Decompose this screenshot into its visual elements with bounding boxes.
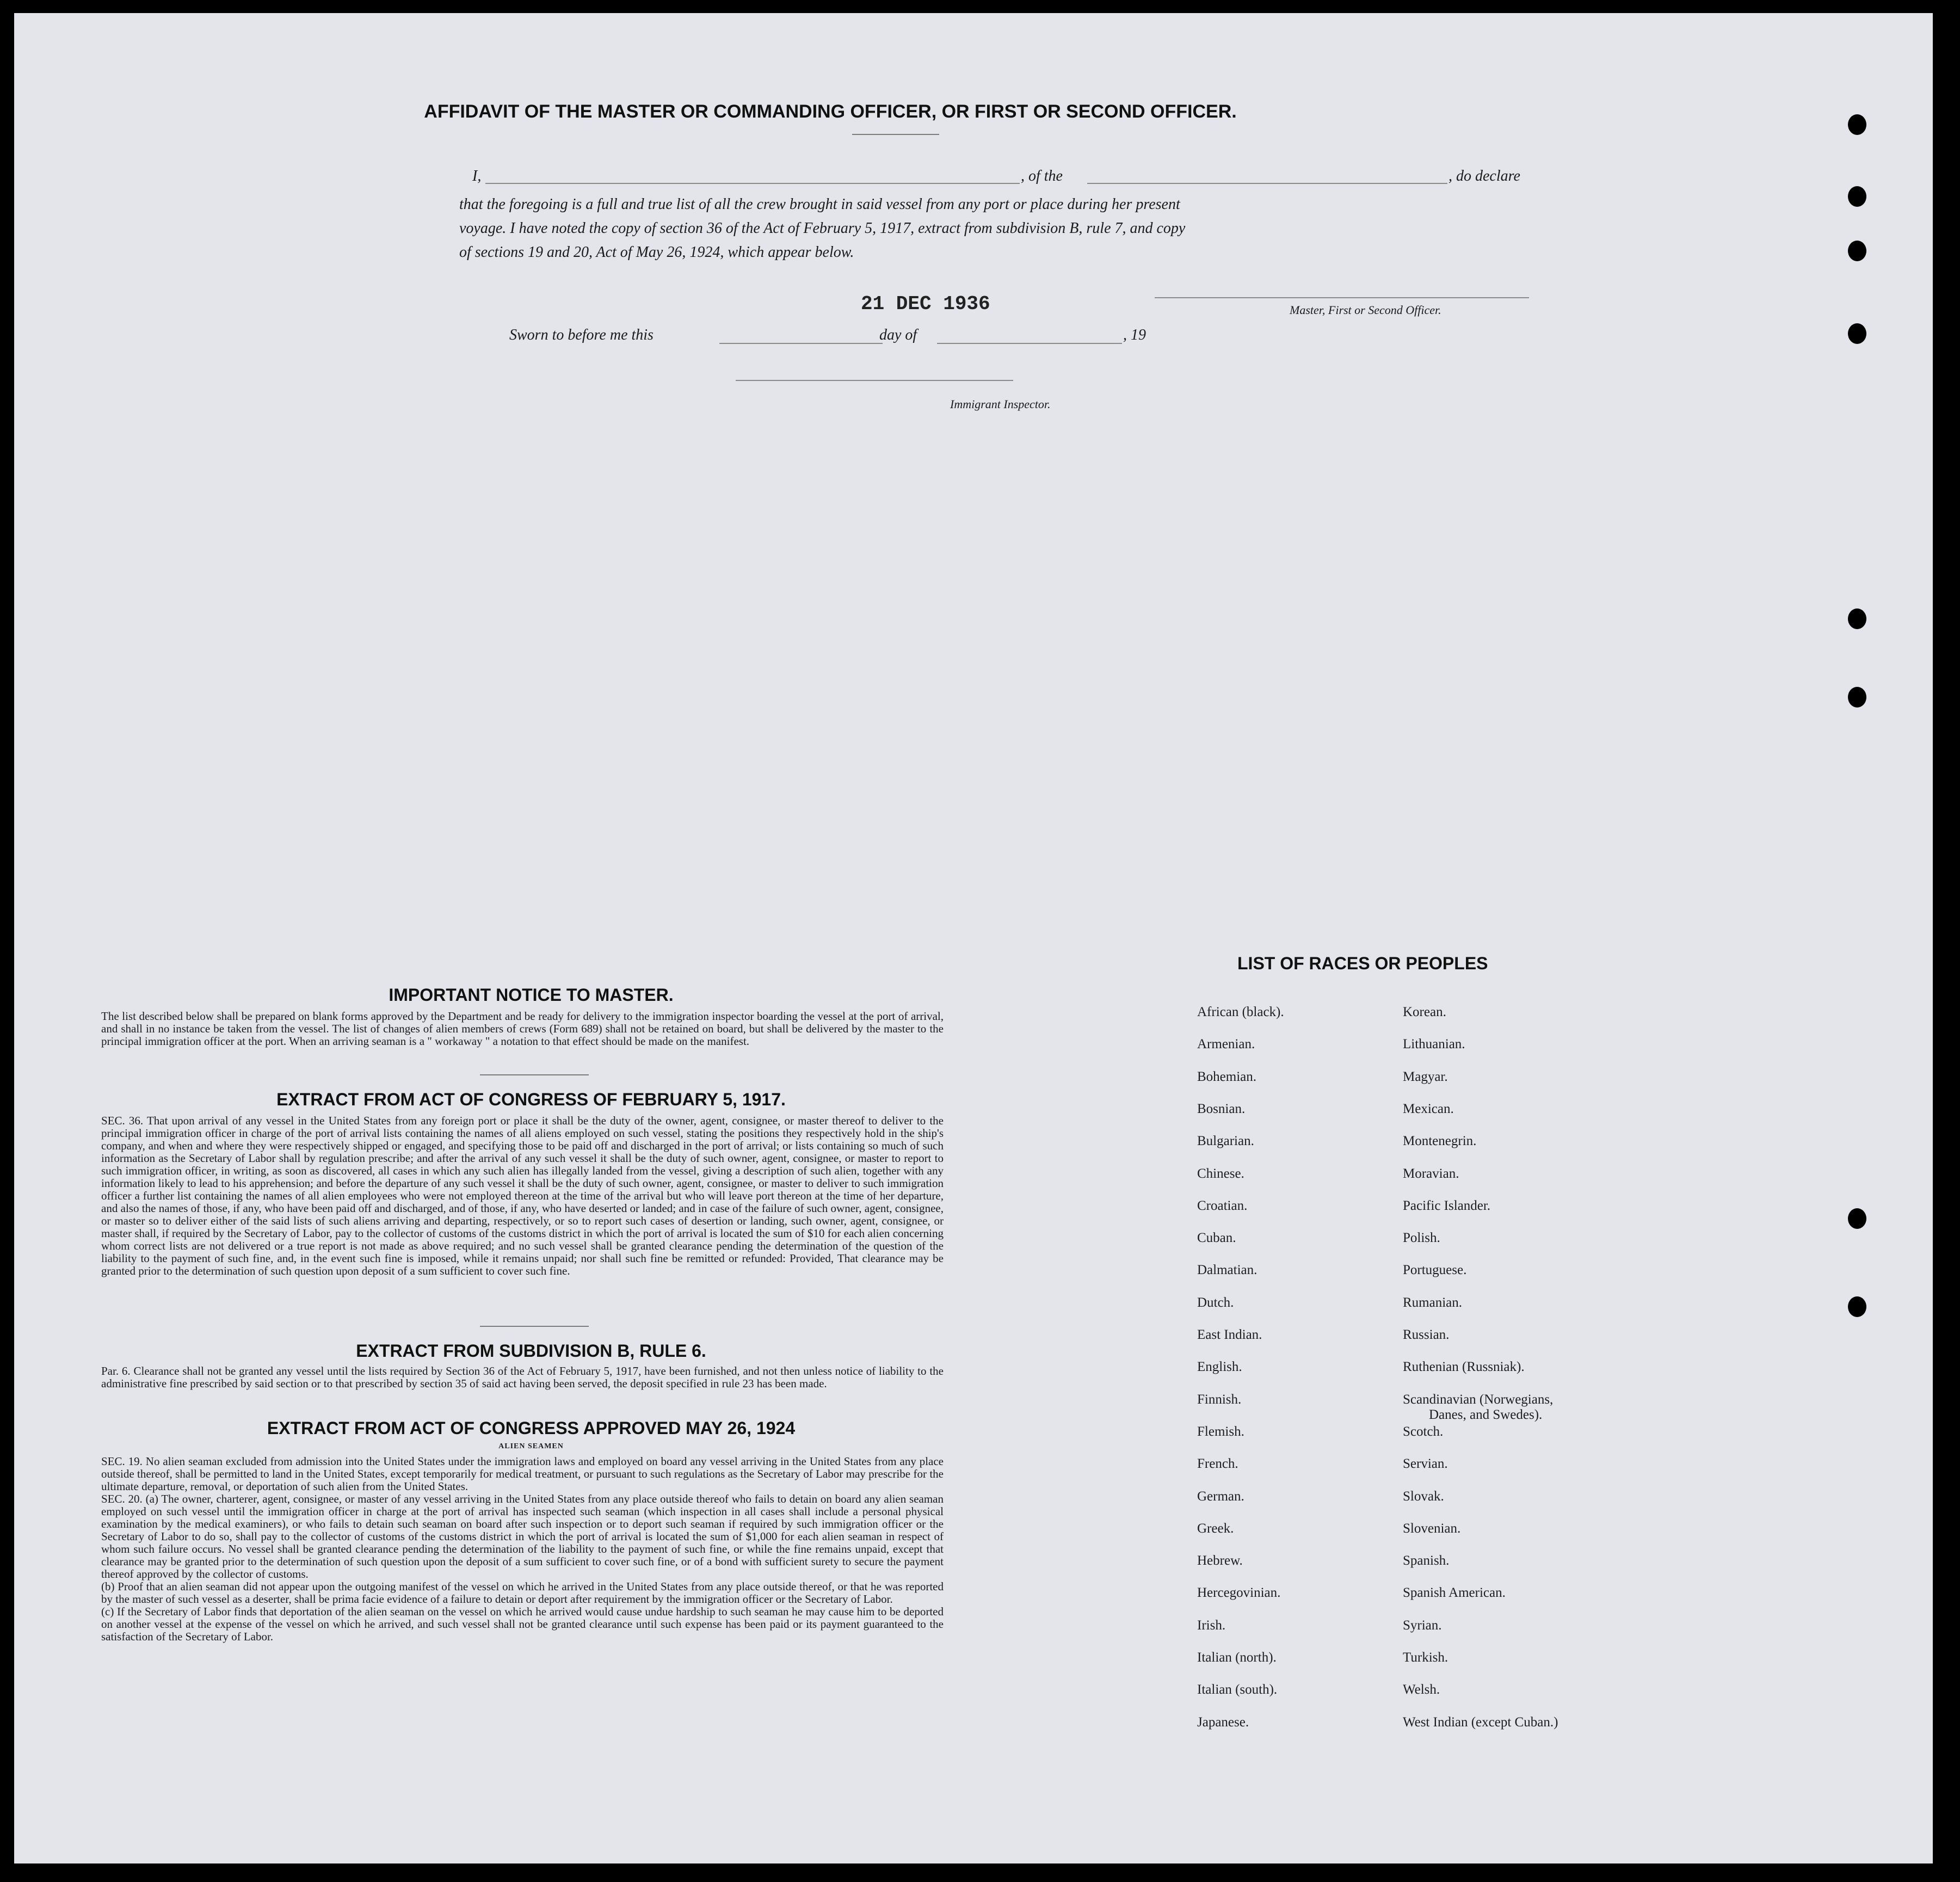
race-item: Turkish. <box>1403 1650 1449 1665</box>
affidavit-title: AFFIDAVIT OF THE MASTER OR COMMANDING OFFICER, OR FIRST OR SECOND OFFICER. <box>424 101 1237 122</box>
race-item: Dutch. <box>1197 1295 1234 1310</box>
race-item: African (black). <box>1197 1005 1284 1019</box>
race-item: Portuguese. <box>1403 1263 1467 1278</box>
race-item: Armenian. <box>1197 1037 1255 1052</box>
race-item: Korean. <box>1403 1005 1446 1019</box>
sec-20c-text: (c) If the Secretary of Labor finds that deportation of the alien seaman on the vessel on which he arrived would cause undue hardship to such seaman he may cause him to be deported on another vessel at the expense of the vessel on which he arrived, and such vessel shall not be granted clearance until such expense has been paid or its payment guaranteed to the satisfaction of the Secretary of Labor. <box>101 1605 944 1643</box>
document-page <box>14 13 1933 1863</box>
race-item: Ruthenian (Russniak). <box>1403 1360 1525 1375</box>
act-1917-text: SEC. 36. That upon arrival of any vessel in the United States from any foreign port or place it shall be the duty of the owner, agent, consignee, or master thereof to deliver to the principal immigration officer in charge of the port of arrival lists containing the names of all aliens employed on such vessel, stating the positions they respectively hold in the ship's company, and when and where they were respectively shipped or engaged, and specifying those to be paid off and discharged in the port of arrival; or lists containing so much of such information as the Secretary of Labor shall by regulation prescribe; and after the arrival of any such vessel it shall be the duty of such owner, agent, consignee, or master to report to such immigration officer, in writing, as soon as discovered, all cases in which any such alien has illegally landed from the vessel, giving a description of such alien, together with any information likely to lead to his apprehension; and before the departure of any such vessel it shall be the duty of such owner, agent, consignee, or master to deliver to such immigration officer a further list containing the names of all alien employees who were not employed thereon at the time of the arrival but who will leave port thereon at the time of her departure, and also the names of those, if any, who have been paid off and discharged, and of those, if any, who have deserted or landed; and in case of the failure of such owner, agent, consignee, or master so to deliver either of the said lists of such aliens arriving and departing, respectively, or so to report such cases of desertion or landing, such owner, agent, consignee, or master shall, if required by the Secretary of Labor, pay to the collector of customs of the customs district in which the port of arrival is located the sum of $10 for each alien concerning whom correct lists are not delivered or a true report is not made as above required; and no such vessel shall be granted clearance pending the determination of the question of the liability to the payment of such fine, and, in the event such fine is imposed, while it remains unpaid; nor shall such fine be remitted or refunded: Provided, That clearance may be granted prior to the determination of such question upon deposit of a sum sufficient to cover such fine. <box>101 1114 944 1277</box>
race-item: Slovenian. <box>1403 1521 1461 1536</box>
race-item: Mexican. <box>1403 1101 1454 1116</box>
race-item: Finnish. <box>1197 1392 1242 1407</box>
race-item: Hercegovinian. <box>1197 1585 1281 1601</box>
race-item: German. <box>1197 1489 1244 1504</box>
name-blank-line <box>485 183 1020 184</box>
act-1924-text <box>101 1455 944 1643</box>
race-item: Polish. <box>1403 1231 1440 1246</box>
sworn-label: Sworn to before me this <box>509 327 654 343</box>
year-label: , 19 <box>1123 327 1146 343</box>
inspector-line <box>736 380 1013 381</box>
race-item: Lithuanian. <box>1403 1037 1465 1052</box>
rule-6-text: Par. 6. Clearance shall not be granted any vessel until the lists required by Section 36 of the Act of February 5, 1917, have been furnished, and not then unless notice of liability to the administrative fine prescribed by said section or to that prescribed by section 35 of said act having been served, the deposit specified in rule 23 has been made. <box>101 1364 944 1390</box>
affidavit-declare-label: , do declare <box>1449 168 1520 184</box>
sec-20b-text: (b) Proof that an alien seaman did not appear upon the outgoing manifest of the vessel on which he arrived in the United States from any place outside thereof, or that he was reported by the master of such vessel as a deserter, shall be prima facie evidence of a failure to detain or deport after requirement by the immigration officer or the Secretary of Labor. <box>101 1580 944 1606</box>
notice-title: IMPORTANT NOTICE TO MASTER. <box>389 985 674 1005</box>
binder-hole <box>1848 186 1866 207</box>
date-stamp: 21 DEC 1936 <box>861 293 990 315</box>
divider <box>852 134 939 135</box>
race-item: Magyar. <box>1403 1069 1448 1084</box>
signature-line <box>1155 297 1529 298</box>
race-item: Scandinavian (Norwegians, <box>1403 1392 1554 1407</box>
race-item-continued: Danes, and Swedes). <box>1429 1407 1543 1422</box>
race-item: Syrian. <box>1403 1617 1442 1633</box>
race-item: Rumanian. <box>1403 1295 1463 1310</box>
affidavit-i-label: I, <box>472 168 482 184</box>
race-item: Dalmatian. <box>1197 1263 1258 1278</box>
affidavit-line-2: that the foregoing is a full and true list of all the crew brought in said vessel from any port or place during her present <box>459 196 1180 213</box>
race-item: Irish. <box>1197 1617 1226 1633</box>
race-item: English. <box>1197 1360 1242 1375</box>
race-item: Bosnian. <box>1197 1101 1246 1116</box>
vessel-blank-line <box>1087 183 1447 184</box>
divider <box>480 1074 589 1075</box>
race-item: Spanish. <box>1403 1553 1450 1569</box>
sec-19-text: SEC. 19. No alien seaman excluded from admission into the United States under the immigration laws and employed on board any vessel arriving in the United States from any place outside thereof, shall be permitted to land in the United States, except temporarily for medical treatment, or pursuant to such regulations as the Secretary of Labor may prescribe for the ultimate departure, removal, or deportation of such alien from the United States. <box>101 1455 944 1493</box>
race-item: Cuban. <box>1197 1231 1236 1246</box>
race-item: Servian. <box>1403 1456 1448 1472</box>
divider <box>480 1326 589 1327</box>
affidavit-line-4: of sections 19 and 20, Act of May 26, 1924, which appear below. <box>459 244 854 261</box>
race-item: Italian (south). <box>1197 1682 1278 1698</box>
binder-hole <box>1848 1208 1866 1229</box>
binder-hole <box>1848 114 1866 135</box>
race-item: Scotch. <box>1403 1424 1444 1439</box>
master-label: Master, First or Second Officer. <box>1290 303 1441 317</box>
sworn-month-line <box>937 343 1122 344</box>
rule-6-title: EXTRACT FROM SUBDIVISION B, RULE 6. <box>356 1341 706 1361</box>
race-item: Moravian. <box>1403 1166 1459 1181</box>
sworn-day-line <box>719 343 883 344</box>
day-of-label: day of <box>879 327 917 343</box>
affidavit-line-3: voyage. I have noted the copy of section 36 of the Act of February 5, 1917, extract from subdivision B, rule 7, and copy <box>459 220 1186 237</box>
race-item: Croatian. <box>1197 1198 1248 1213</box>
binder-hole <box>1848 1296 1866 1317</box>
race-item: Pacific Islander. <box>1403 1198 1491 1213</box>
act-1924-title: EXTRACT FROM ACT OF CONGRESS APPROVED MAY 26, 1924 <box>267 1418 796 1438</box>
race-item: Spanish American. <box>1403 1585 1506 1601</box>
race-item: Montenegrin. <box>1403 1134 1477 1149</box>
sec-20a-text: SEC. 20. (a) The owner, charterer, agent, consignee, or master of any vessel arriving in the United States from any place outside thereof who fails to detain on board any alien seaman employed on such vessel until the immigration officer in charge at the port of arrival has inspected such seaman (which inspection in all cases shall include a personal physical examination by the medical examiners), or who fails to detain such seaman on board after such inspection or to deport such seaman if required by such immigration officer or the Secretary of Labor to do so, shall pay to the collector of customs of the customs district in which the port of arrival is located the sum of $1,000 for each alien seaman in respect of whom such failure occurs. No vessel shall be granted clearance pending the determination of the liability to the payment of such fine, or while the fine remains unpaid, except that clearance may be granted prior to the determination of such question upon the deposit of a sum sufficient to cover such fine, or of a bond with sufficient surety to secure the payment thereof approved by the collector of customs. <box>101 1492 944 1580</box>
race-item: Bulgarian. <box>1197 1134 1254 1149</box>
race-item: Welsh. <box>1403 1682 1440 1698</box>
binder-hole <box>1848 687 1866 708</box>
race-item: Greek. <box>1197 1521 1234 1536</box>
race-item: Russian. <box>1403 1327 1450 1342</box>
race-item: Chinese. <box>1197 1166 1244 1181</box>
binder-hole <box>1848 608 1866 629</box>
race-item: French. <box>1197 1456 1238 1472</box>
race-item: Italian (north). <box>1197 1650 1277 1665</box>
races-title: LIST OF RACES OR PEOPLES <box>1237 954 1488 973</box>
race-item: Hebrew. <box>1197 1553 1243 1569</box>
affidavit-of-the-label: , of the <box>1021 168 1063 184</box>
notice-text: The list described below shall be prepared on blank forms approved by the Department and be ready for delivery to the immigration inspector boarding the vessel at the port of arrival, and shall in no instance be taken from the vessel. The list of changes of alien members of crews (Form 689) shall not be retained on board, but shall be delivered by the master to the principal immigration officer at the port. When an arriving seaman is a " workaway " a notation to that effect should be made on the manifest. <box>101 1010 944 1048</box>
race-item: Slovak. <box>1403 1489 1444 1504</box>
race-item: Japanese. <box>1197 1714 1249 1730</box>
act-1917-title: EXTRACT FROM ACT OF CONGRESS OF FEBRUARY 5, 1917. <box>276 1090 786 1109</box>
binder-hole <box>1848 323 1866 344</box>
binder-hole <box>1848 241 1866 261</box>
race-item: Flemish. <box>1197 1424 1244 1439</box>
alien-seamen-subtitle: ALIEN SEAMEN <box>498 1442 564 1450</box>
race-item: East Indian. <box>1197 1327 1262 1342</box>
race-item: West Indian (except Cuban.) <box>1403 1714 1558 1730</box>
race-item: Bohemian. <box>1197 1069 1257 1084</box>
inspector-label: Immigrant Inspector. <box>950 397 1051 411</box>
